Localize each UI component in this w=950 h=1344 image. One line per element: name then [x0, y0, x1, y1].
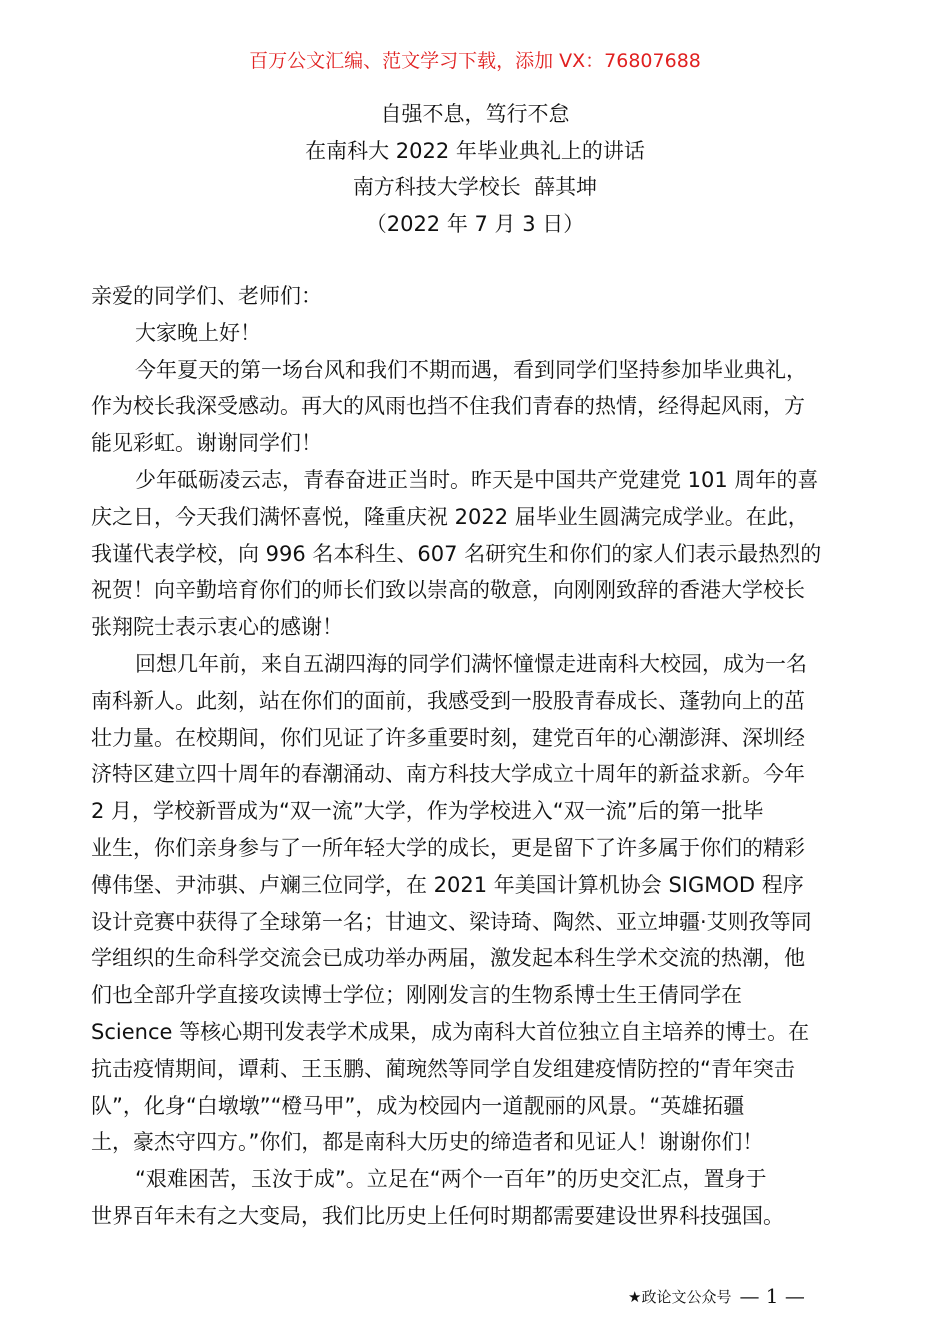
text-line: 庆之日，今天我们满怀喜悦，隆重庆祝 2022 届毕业生圆满完成学业。在此，: [91, 504, 809, 529]
text-line: 亲爱的同学们、老师们：: [91, 284, 322, 308]
document-header: [0, 96, 950, 242]
text-line: 设计竞赛中获得了全球第一名；甘迪文、梁诗琦、陶然、亚立坤疆·艾则孜等同: [91, 909, 812, 934]
text-line: “艰难困苦，玉汝于成”。立足在“两个一百年”的历史交汇点，置身于: [135, 1167, 767, 1192]
text-line: 傅伟堡、尹沛骐、卢斓三位同学，在 2021 年美国计算机协会 SIGMOD 程序: [91, 872, 804, 897]
text-line: 今年夏天的第一场台风和我们不期而遇，看到同学们坚持参加毕业典礼，: [135, 357, 807, 382]
text-line: 南科新人。此刻，站在你们的面前，我感受到一股股青春成长、蓬勃向上的茁: [91, 688, 805, 713]
text-line: 我谨代表学校，向 996 名本科生、607 名研究生和你们的家人们表示最热烈的: [91, 541, 822, 566]
text-line: 济特区建立四十周年的春潮涌动、南方科技大学成立十周年的新益求新。今年: [91, 762, 805, 787]
text-line: 张翔院士表示衷心的感谢！: [91, 615, 343, 640]
text-line: 们也全部升学直接攻读博士学位；刚刚发言的生物系博士生王倩同学在: [91, 983, 742, 1008]
text-line: 土，豪杰守四方。”你们，都是南科大历史的缔造者和见证人！谢谢你们！: [91, 1130, 764, 1155]
text-line: 世界百年未有之大变局，我们比历史上任何时期都需要建设世界科技强国。: [91, 1203, 784, 1228]
text-line: 祝贺！向辛勤培育你们的师长们致以崇高的敬意，向刚刚致辞的香港大学校长: [91, 578, 805, 603]
text-line: 业生，你们亲身参与了一所年轻大学的成长，更是留下了许多属于你们的精彩: [91, 835, 805, 860]
text-line: 抗击疫情期间，谭莉、王玉鹏、蔺琬然等同学自发组建疫情防控的“青年突击: [91, 1056, 795, 1081]
page-footer: [628, 1284, 805, 1308]
text-line: 队”，化身“白墩墩”“橙马甲”，成为校园内一道靓丽的风景。“英雄拓疆: [91, 1093, 745, 1118]
text-line: 2 月，学校新晋成为“双一流”大学，作为学校进入“双一流”后的第一批毕: [91, 799, 764, 824]
text-line: 少年砥砺凌云志，青春奋进正当时。昨天是中国共产党建党 101 周年的喜: [135, 467, 819, 492]
document-date: （2022 年 7 月 3 日）: [365, 211, 585, 236]
page-number: — 1 —: [739, 1284, 805, 1308]
text-line: 壮力量。在校期间，你们见证了许多重要时刻，建党百年的心潮澎湃、深圳经: [91, 725, 805, 750]
document-title: 自强不息，笃行不怠: [380, 102, 570, 126]
watermark-banner: 百万公文汇编、范文学习下载，添加 VX：76807688: [249, 50, 701, 72]
text-line: 回想几年前，来自五湖四海的同学们满怀憧憬走进南科大校园，成为一名: [135, 651, 807, 676]
text-line: 学组织的生命科学交流会已成功举办两届，激发起本科生学术交流的热潮，他: [91, 946, 805, 971]
footer-source: ★政论文公众号: [628, 1287, 732, 1306]
text-line: Science 等核心期刊发表学术成果，成为南科大首位独立自主培养的博士。在: [91, 1019, 810, 1044]
document-author: 南方科技大学校长 薛其坤: [352, 175, 598, 199]
text-line: 作为校长我深受感动。再大的风雨也挡不住我们青春的热情，经得起风雨，方: [91, 394, 805, 419]
document-body: [91, 278, 871, 1235]
text-line: 能见彩虹。谢谢同学们！: [91, 431, 322, 456]
document-subtitle: 在南科大 2022 年毕业典礼上的讲话: [305, 138, 645, 163]
text-line: 大家晚上好！: [135, 320, 261, 345]
